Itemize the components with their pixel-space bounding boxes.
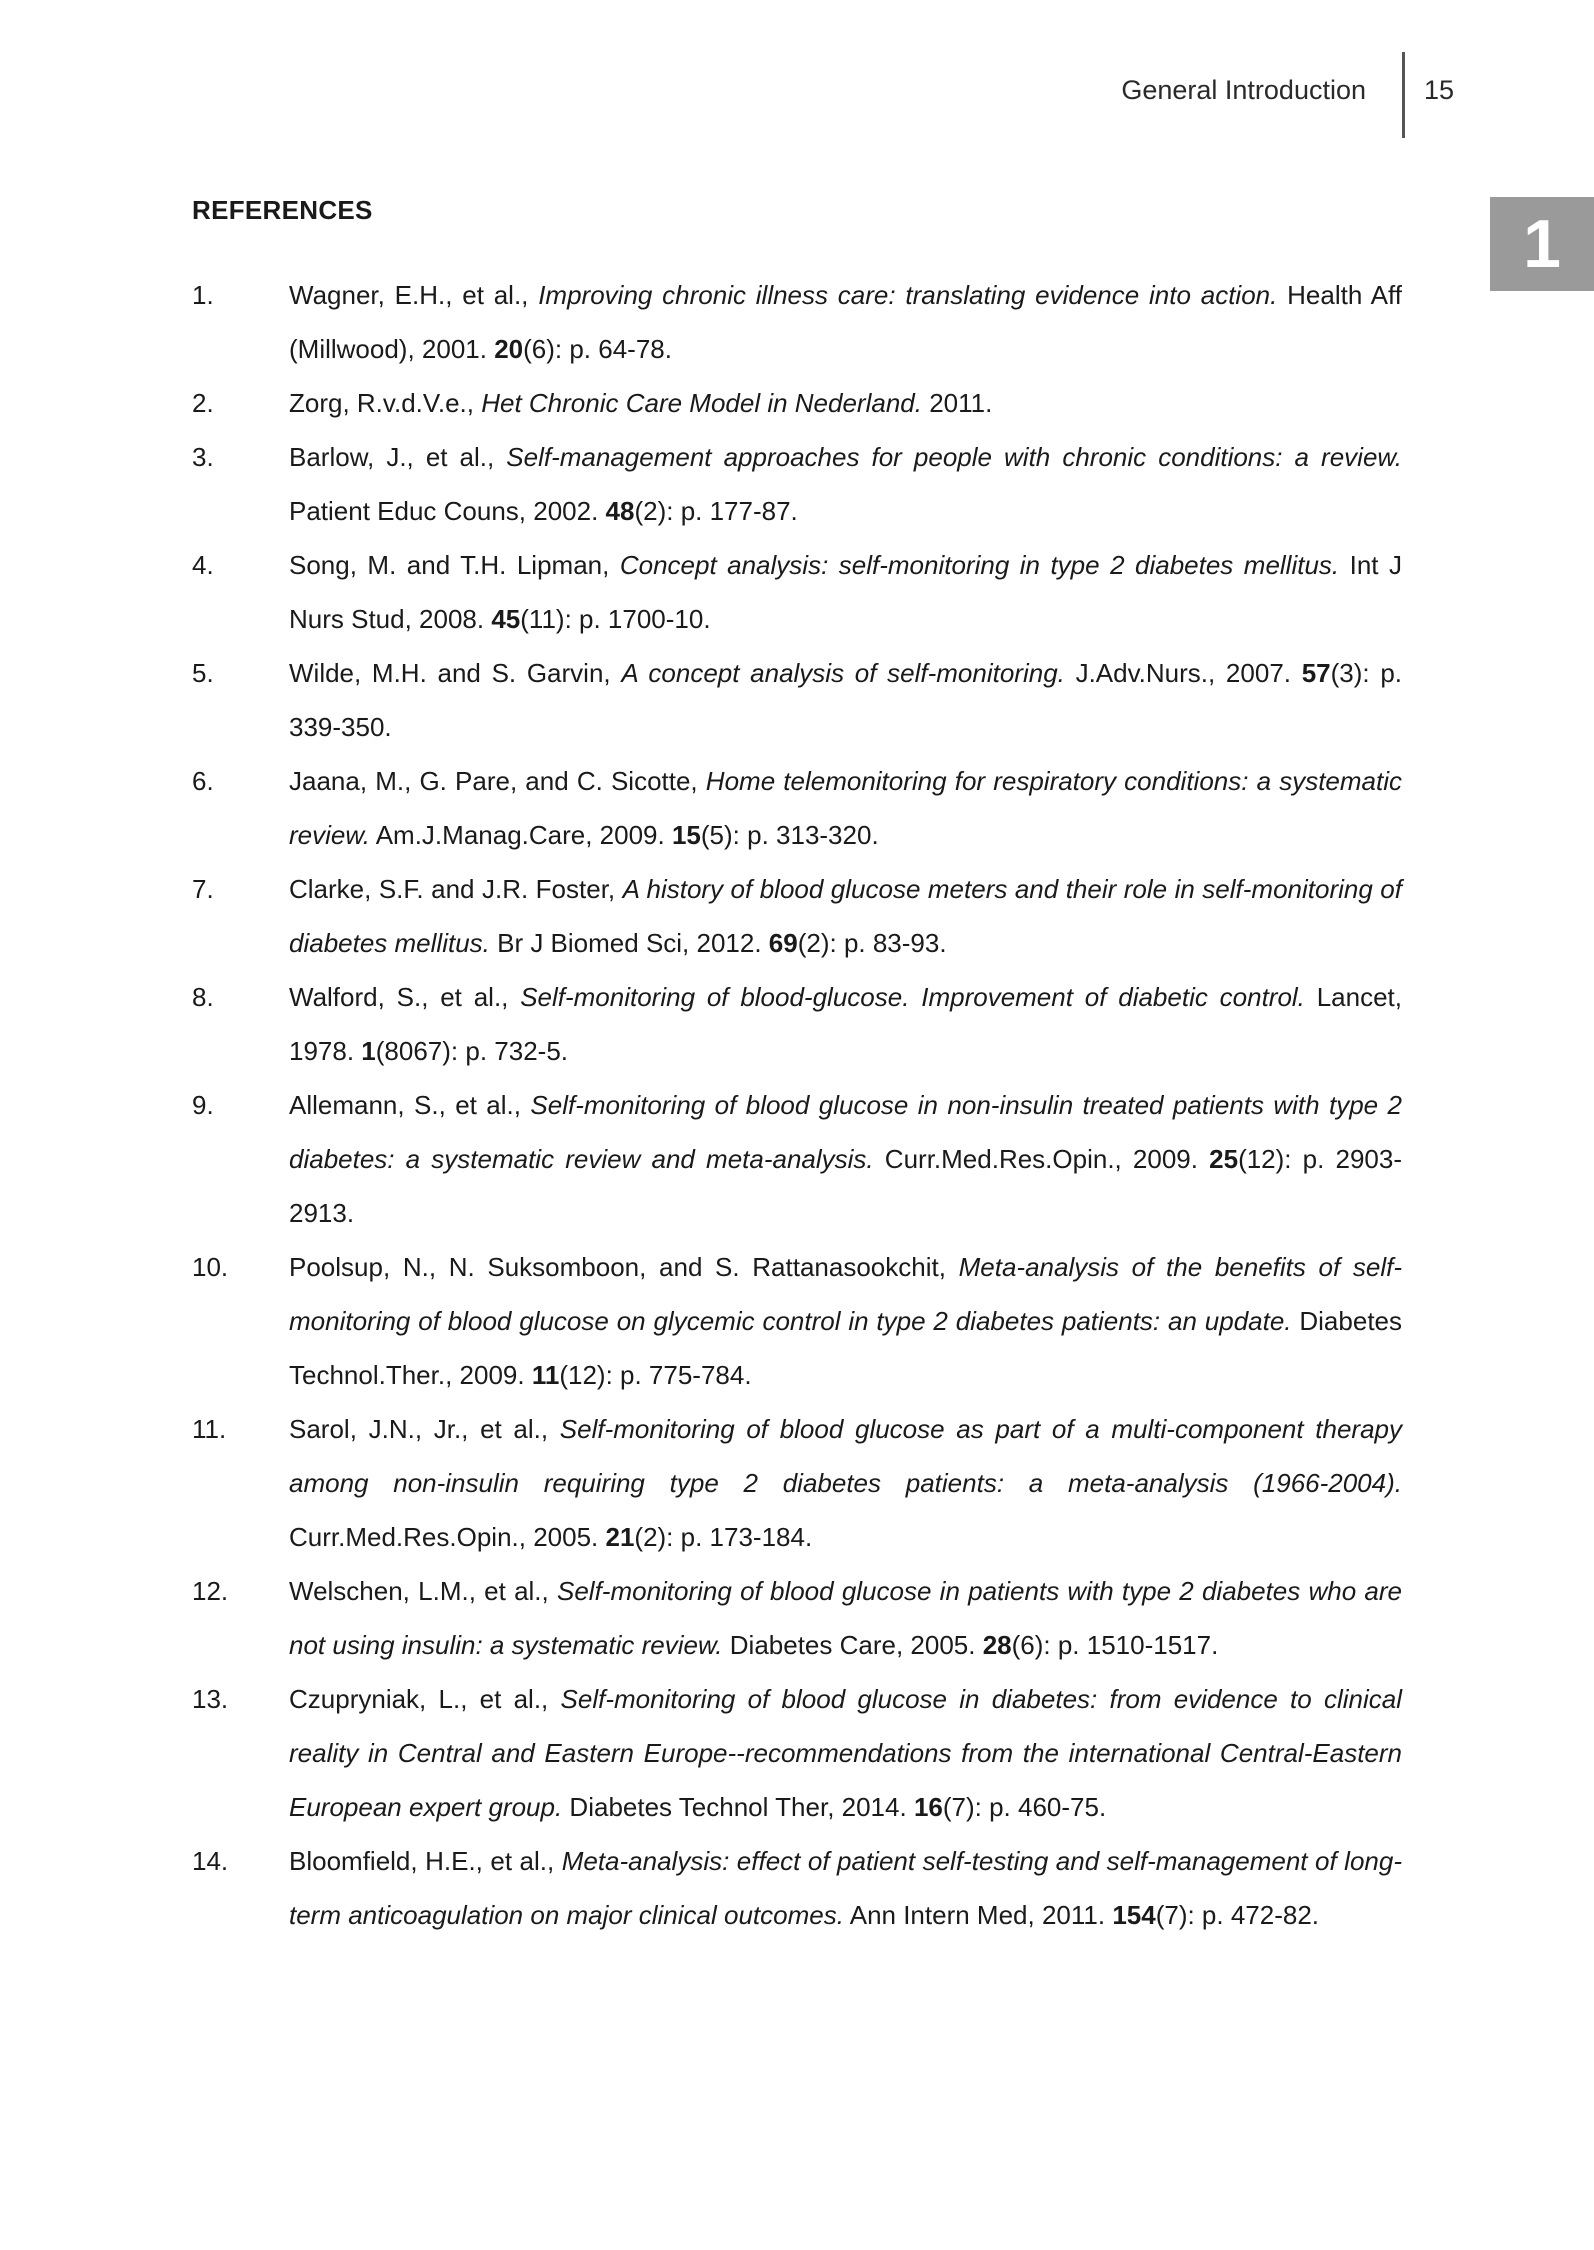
- reference-number: 13.: [192, 1684, 229, 1714]
- reference-pages: (2): p. 177-87.: [634, 496, 798, 526]
- reference-authors: Welschen, L.M., et al.,: [289, 1576, 557, 1606]
- reference-list: [192, 268, 1402, 1942]
- reference-number: 10.: [192, 1252, 229, 1282]
- reference-title: Self-monitoring of blood-glucose. Improvement of diabetic control.: [520, 982, 1305, 1012]
- reference-pages: (7): p. 460-75.: [942, 1792, 1107, 1822]
- reference-volume: 11: [531, 1360, 560, 1390]
- section-heading: REFERENCES: [192, 195, 373, 225]
- reference-title: Self-monitoring of blood glucose in diabetes: from evidence to clinical reality in Central and Eastern Europe--recommendations from the international Central-Eastern European expert group.: [289, 1684, 1402, 1822]
- reference-source: Diabetes Technol.Ther., 2009.: [289, 1306, 1402, 1390]
- reference-title: Self-monitoring of blood glucose as part of a multi-component therapy among non-insulin requiring type 2 diabetes patients: a meta-analysis (1966-2004).: [289, 1414, 1402, 1498]
- reference-number: 3.: [192, 442, 214, 472]
- reference-title: Self-monitoring of blood glucose in non-insulin treated patients with type 2 diabetes: a systematic review and meta-analysis.: [289, 1090, 1403, 1174]
- reference-number: 4.: [192, 550, 214, 580]
- reference-text: [289, 268, 1402, 376]
- reference-authors: Czupryniak, L., et al.,: [289, 1684, 561, 1714]
- reference-authors: Sarol, J.N., Jr., et al.,: [289, 1414, 560, 1444]
- reference-authors: Poolsup, N., N. Suksomboon, and S. Rattanasookchit,: [289, 1252, 959, 1282]
- reference-item: [192, 430, 1402, 538]
- reference-item: [192, 754, 1402, 862]
- chapter-tab: 1: [1490, 197, 1594, 291]
- reference-text: [289, 754, 1402, 862]
- reference-item: [192, 538, 1402, 646]
- reference-title: A history of blood glucose meters and their role in self-monitoring of diabetes mellitus.: [289, 874, 1402, 958]
- reference-authors: Walford, S., et al.,: [289, 982, 521, 1012]
- header-divider: [1402, 52, 1405, 138]
- reference-item: [192, 1402, 1402, 1564]
- reference-title: A concept analysis of self-monitoring.: [621, 658, 1065, 688]
- reference-title: Het Chronic Care Model in Nederland.: [481, 388, 922, 418]
- reference-item: [192, 1834, 1402, 1942]
- reference-text: [289, 1402, 1402, 1564]
- reference-source: Lancet, 1978.: [289, 982, 1402, 1066]
- reference-number: 11.: [192, 1414, 227, 1444]
- reference-title: Meta-analysis: effect of patient self-testing and self-management of long-term anticoagulation on major clinical outcomes.: [289, 1846, 1402, 1930]
- reference-source: 2011.: [921, 388, 993, 418]
- reference-volume: 1: [361, 1036, 376, 1066]
- reference-source: Patient Educ Couns, 2002.: [289, 496, 606, 526]
- reference-number: 14.: [192, 1846, 229, 1876]
- page-number: 15: [1424, 75, 1455, 105]
- reference-text: [289, 970, 1402, 1078]
- reference-source: Am.J.Manag.Care, 2009.: [369, 820, 672, 850]
- reference-title: Home telemonitoring for respiratory conditions: a systematic review.: [289, 766, 1402, 850]
- reference-source: Health Aff (Millwood), 2001.: [289, 280, 1402, 364]
- reference-text: [289, 430, 1402, 538]
- reference-volume: 25: [1209, 1144, 1239, 1174]
- reference-text: [289, 1078, 1402, 1240]
- reference-pages: (2): p. 173-184.: [634, 1522, 813, 1552]
- reference-number: 2.: [192, 388, 214, 418]
- reference-source: J.Adv.Nurs., 2007.: [1064, 658, 1302, 688]
- reference-pages: (3): p. 339-350.: [289, 658, 1402, 742]
- reference-number: 8.: [192, 982, 214, 1012]
- reference-volume: 154: [1112, 1900, 1156, 1930]
- reference-source: Diabetes Technol Ther, 2014.: [562, 1792, 914, 1822]
- reference-text: [289, 646, 1402, 754]
- reference-authors: Wagner, E.H., et al.,: [289, 280, 539, 310]
- reference-pages: (5): p. 313-320.: [700, 820, 879, 850]
- reference-volume: 45: [491, 604, 521, 634]
- reference-authors: Bloomfield, H.E., et al.,: [289, 1846, 562, 1876]
- reference-source: Curr.Med.Res.Opin., 2009.: [873, 1144, 1210, 1174]
- running-head-title: General Introduction: [1121, 75, 1366, 105]
- reference-title: Meta-analysis of the benefits of self-monitoring of blood glucose on glycemic control in type 2 diabetes patients: an update.: [289, 1252, 1403, 1336]
- reference-text: [289, 1834, 1402, 1942]
- reference-authors: Song, M. and T.H. Lipman,: [289, 550, 620, 580]
- reference-pages: (6): p. 64-78.: [523, 334, 672, 364]
- reference-volume: 16: [913, 1792, 943, 1822]
- reference-number: 7.: [192, 874, 214, 904]
- reference-authors: Jaana, M., G. Pare, and C. Sicotte,: [289, 766, 706, 796]
- reference-pages: (2): p. 83-93.: [797, 928, 947, 958]
- reference-title: Concept analysis: self-monitoring in type 2 diabetes mellitus.: [619, 550, 1340, 580]
- reference-number: 6.: [192, 766, 214, 796]
- reference-volume: 15: [671, 820, 701, 850]
- reference-pages: (12): p. 775-784.: [559, 1360, 752, 1390]
- reference-source: Br J Biomed Sci, 2012.: [489, 928, 769, 958]
- reference-title: Self-management approaches for people with chronic conditions: a review.: [506, 442, 1402, 472]
- reference-item: [192, 646, 1402, 754]
- reference-item: [192, 376, 1402, 430]
- reference-text: [289, 1240, 1402, 1402]
- reference-source: Int J Nurs Stud, 2008.: [289, 550, 1402, 634]
- reference-text: [289, 376, 1402, 430]
- reference-volume: 69: [768, 928, 798, 958]
- reference-number: 5.: [192, 658, 214, 688]
- reference-authors: Wilde, M.H. and S. Garvin,: [289, 658, 622, 688]
- reference-number: 9.: [192, 1090, 214, 1120]
- reference-title: Self-monitoring of blood glucose in patients with type 2 diabetes who are not using insulin: a systematic review.: [289, 1576, 1402, 1660]
- reference-pages: (8067): p. 732-5.: [375, 1036, 568, 1066]
- reference-source: Ann Intern Med, 2011.: [843, 1900, 1113, 1930]
- reference-pages: (7): p. 472-82.: [1155, 1900, 1320, 1930]
- reference-pages: (6): p. 1510-1517.: [1011, 1630, 1219, 1660]
- reference-item: [192, 970, 1402, 1078]
- reference-text: [289, 1672, 1402, 1834]
- reference-volume: 21: [605, 1522, 635, 1552]
- reference-authors: Allemann, S., et al.,: [289, 1090, 531, 1120]
- reference-text: [289, 538, 1402, 646]
- reference-volume: 48: [605, 496, 635, 526]
- reference-text: [289, 1564, 1402, 1672]
- reference-title: Improving chronic illness care: translating evidence into action.: [538, 280, 1278, 310]
- reference-volume: 20: [494, 334, 524, 364]
- reference-authors: Clarke, S.F. and J.R. Foster,: [289, 874, 623, 904]
- reference-source: Diabetes Care, 2005.: [722, 1630, 983, 1660]
- reference-item: [192, 1078, 1402, 1240]
- reference-authors: Zorg, R.v.d.V.e.,: [289, 388, 482, 418]
- reference-item: [192, 268, 1402, 376]
- reference-volume: 28: [982, 1630, 1012, 1660]
- reference-number: 12.: [192, 1576, 229, 1606]
- reference-source: Curr.Med.Res.Opin., 2005.: [289, 1522, 606, 1552]
- reference-item: [192, 1564, 1402, 1672]
- reference-number: 1.: [192, 280, 214, 310]
- reference-item: [192, 1240, 1402, 1402]
- reference-volume: 57: [1301, 658, 1331, 688]
- reference-authors: Barlow, J., et al.,: [289, 442, 507, 472]
- reference-text: [289, 862, 1402, 970]
- reference-item: [192, 1672, 1402, 1834]
- reference-item: [192, 862, 1402, 970]
- reference-pages: (11): p. 1700-10.: [520, 604, 711, 634]
- reference-pages: (12): p. 2903-2913.: [289, 1144, 1402, 1228]
